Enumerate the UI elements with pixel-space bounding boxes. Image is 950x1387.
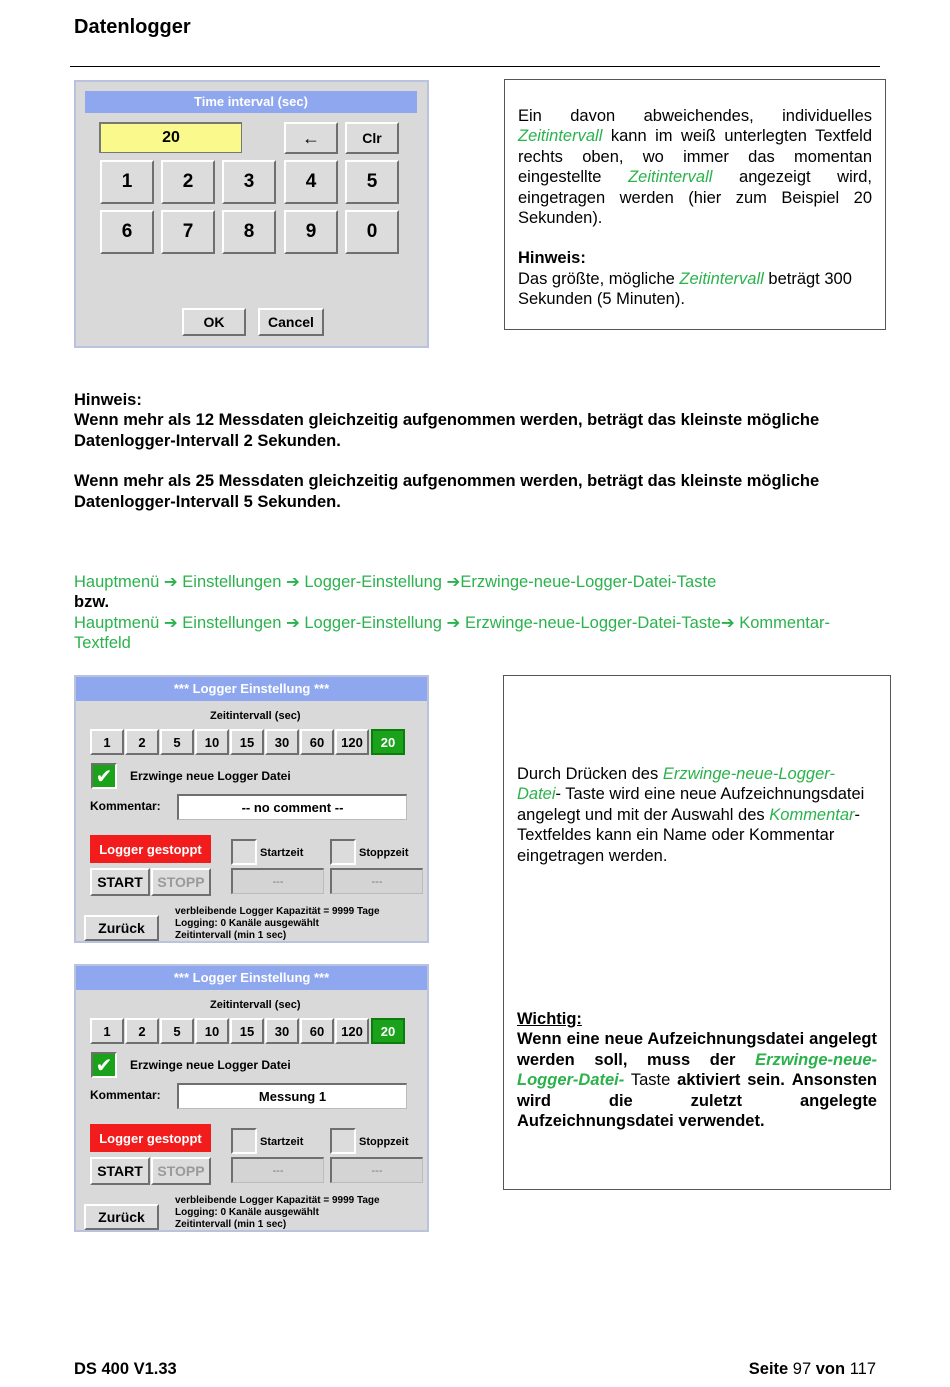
start-button[interactable]: START (90, 868, 150, 896)
start-time-field[interactable]: --- (231, 868, 324, 894)
start-time-checkbox[interactable] (231, 1128, 257, 1154)
interval-button[interactable]: 10 (195, 1018, 229, 1044)
interval-button[interactable]: 1 (90, 1018, 124, 1044)
interval-button[interactable]: 5 (160, 729, 194, 755)
force-new-file-label: Erzwinge neue Logger Datei (130, 1058, 291, 1072)
note-line: Wenn mehr als 25 Messdaten gleichzeitig aufgenommen werden, beträgt das kleinste mögliche Datenlogger-Intervall 5 Sekunden. (74, 472, 820, 511)
logger-info-box (503, 675, 891, 1190)
logger-screenshot-1 (74, 675, 429, 943)
note-line: Wenn mehr als 12 Messdaten gleichzeitig aufgenommen werden, beträgt das kleinste mögliche Datenlogger-Intervall 2 Sekunden. (74, 411, 820, 450)
start-button[interactable]: START (90, 1157, 150, 1185)
logger-titlebar: *** Logger Einstellung *** (76, 677, 427, 701)
digit-button[interactable]: 9 (284, 210, 338, 254)
stop-button[interactable]: STOPP (151, 1157, 211, 1185)
interval-value-field[interactable]: 20 (99, 122, 242, 153)
back-button[interactable]: Zurück (84, 1204, 159, 1230)
stop-button[interactable]: STOPP (151, 868, 211, 896)
start-time-checkbox[interactable] (231, 839, 257, 865)
force-new-file-label: Erzwinge neue Logger Datei (130, 769, 291, 783)
backspace-button[interactable]: ← (284, 122, 338, 154)
interval-button[interactable]: 60 (300, 1018, 334, 1044)
logger-status-badge: Logger gestoppt (90, 1124, 211, 1152)
digit-button[interactable]: 1 (100, 160, 154, 204)
cancel-button[interactable]: Cancel (258, 308, 324, 336)
footer-page-number: Seite 97 von 117 (748, 1360, 876, 1378)
stop-time-checkbox[interactable] (330, 839, 356, 865)
keypad-titlebar: Time interval (sec) (85, 91, 417, 113)
force-new-file-checkbox[interactable]: ✔ (91, 1052, 117, 1078)
digit-button[interactable]: 4 (284, 160, 338, 204)
interval-button[interactable]: 120 (335, 1018, 369, 1044)
interval-info-box (504, 79, 886, 330)
notes-heading: Hinweis: (74, 391, 142, 409)
term-zeitintervall: Zeitintervall (679, 269, 764, 288)
term-comment: Kommentar (769, 805, 855, 824)
digit-button[interactable]: 2 (161, 160, 215, 204)
logger-info: verbleibende Logger Kapazität = 9999 Tage Logging: 0 Kanäle ausgewählt Zeitintervall (min 1 sec) (175, 906, 380, 941)
hint-heading: Hinweis: (518, 249, 586, 268)
footer-doc-version: DS 400 V1.33 (74, 1360, 177, 1378)
start-time-field[interactable]: --- (231, 1157, 324, 1183)
interval-selected-button[interactable]: 20 (371, 729, 405, 755)
interval-label: Zeitintervall (sec) (210, 999, 301, 1011)
interval-button[interactable]: 30 (265, 1018, 299, 1044)
term-zeitintervall: Zeitintervall (628, 168, 713, 187)
digit-button[interactable]: 6 (100, 210, 154, 254)
ok-button[interactable]: OK (182, 308, 246, 336)
start-time-label: Startzeit (260, 1136, 304, 1148)
interval-button[interactable]: 1 (90, 729, 124, 755)
term-force-new-file: Erzwinge-neue-Logger-Datei- (517, 1050, 877, 1090)
interval-button[interactable]: 2 (125, 1018, 159, 1044)
interval-button[interactable]: 2 (125, 729, 159, 755)
comment-label: Kommentar: (90, 799, 161, 813)
interval-button[interactable]: 10 (195, 729, 229, 755)
interval-button[interactable]: 15 (230, 729, 264, 755)
comment-label: Kommentar: (90, 1088, 161, 1102)
digit-button[interactable]: 7 (161, 210, 215, 254)
menu-path: Hauptmenü ➔ Einstellungen ➔ Logger-Einstellung ➔Erzwinge-neue-Logger-Datei-Taste (74, 573, 717, 591)
keypad-screenshot (74, 80, 429, 348)
force-new-file-checkbox[interactable]: ✔ (91, 763, 117, 789)
term-force-new-file: Erzwinge-neue-Logger-Datei (517, 765, 835, 804)
notes-block (74, 390, 884, 512)
interval-button[interactable]: 60 (300, 729, 334, 755)
menu-path-or: bzw. (74, 593, 110, 612)
important-heading: Wichtig: (517, 1010, 582, 1029)
important-paragraph: Wenn eine neue Aufzeichnungsdatei angelegt werden soll, muss der Erzwinge-neue-Logger-Datei- Taste aktiviert sein. Ansonsten wird die zuletzt angelegte Aufzeichnungsdatei verwendet. (517, 1030, 877, 1131)
header-divider (70, 66, 880, 67)
digit-button[interactable]: 8 (222, 210, 276, 254)
digit-button[interactable]: 5 (345, 160, 399, 204)
stop-time-field[interactable]: --- (330, 1157, 423, 1183)
clear-button[interactable]: Clr (345, 122, 399, 154)
term-zeitintervall: Zeitintervall (518, 127, 603, 146)
logger-info-paragraph: Durch Drücken des Erzwinge-neue-Logger-Datei- Taste wird eine neue Aufzeichnungsdatei angelegt und mit der Auswahl des Kommentar-Textfeldes kann ein Name oder Kommentar eingetragen werden. (517, 765, 865, 865)
interval-info-paragraph: Ein davon abweichendes, individuelles Zeitintervall kann im weiß unterlegten Textfeld rechts oben, wo immer das momentan eingestellte Zeitintervall angezeigt wird, eingetragen werden (hier zum Beispiel 20 Sekunden). (518, 107, 872, 228)
interval-selected-button[interactable]: 20 (371, 1018, 405, 1044)
stop-time-label: Stoppzeit (359, 1136, 409, 1148)
logger-titlebar: *** Logger Einstellung *** (76, 966, 427, 990)
comment-field[interactable]: Messung 1 (177, 1083, 407, 1109)
logger-info: verbleibende Logger Kapazität = 9999 Tage Logging: 0 Kanäle ausgewählt Zeitintervall (min 1 sec) (175, 1195, 380, 1230)
back-button[interactable]: Zurück (84, 915, 159, 941)
menu-path: Hauptmenü ➔ Einstellungen ➔ Logger-Einstellung ➔ Erzwinge-neue-Logger-Datei-Taste➔ Kommentar-Textfeld (74, 613, 831, 653)
hint-paragraph: Das größte, mögliche Zeitintervall beträgt 300 Sekunden (5 Minuten). (518, 269, 852, 309)
stop-time-checkbox[interactable] (330, 1128, 356, 1154)
digit-button[interactable]: 3 (222, 160, 276, 204)
stop-time-field[interactable]: --- (330, 868, 423, 894)
interval-button[interactable]: 15 (230, 1018, 264, 1044)
logger-status-badge: Logger gestoppt (90, 835, 211, 863)
interval-label: Zeitintervall (sec) (210, 710, 301, 722)
comment-field[interactable]: -- no comment -- (177, 794, 407, 820)
logger-screenshot-2 (74, 964, 429, 1232)
interval-button[interactable]: 5 (160, 1018, 194, 1044)
digit-button[interactable]: 0 (345, 210, 399, 254)
start-time-label: Startzeit (260, 847, 304, 859)
interval-button[interactable]: 30 (265, 729, 299, 755)
stop-time-label: Stoppzeit (359, 847, 409, 859)
menu-paths (74, 572, 864, 654)
page-title: Datenlogger (74, 16, 191, 38)
interval-button[interactable]: 120 (335, 729, 369, 755)
